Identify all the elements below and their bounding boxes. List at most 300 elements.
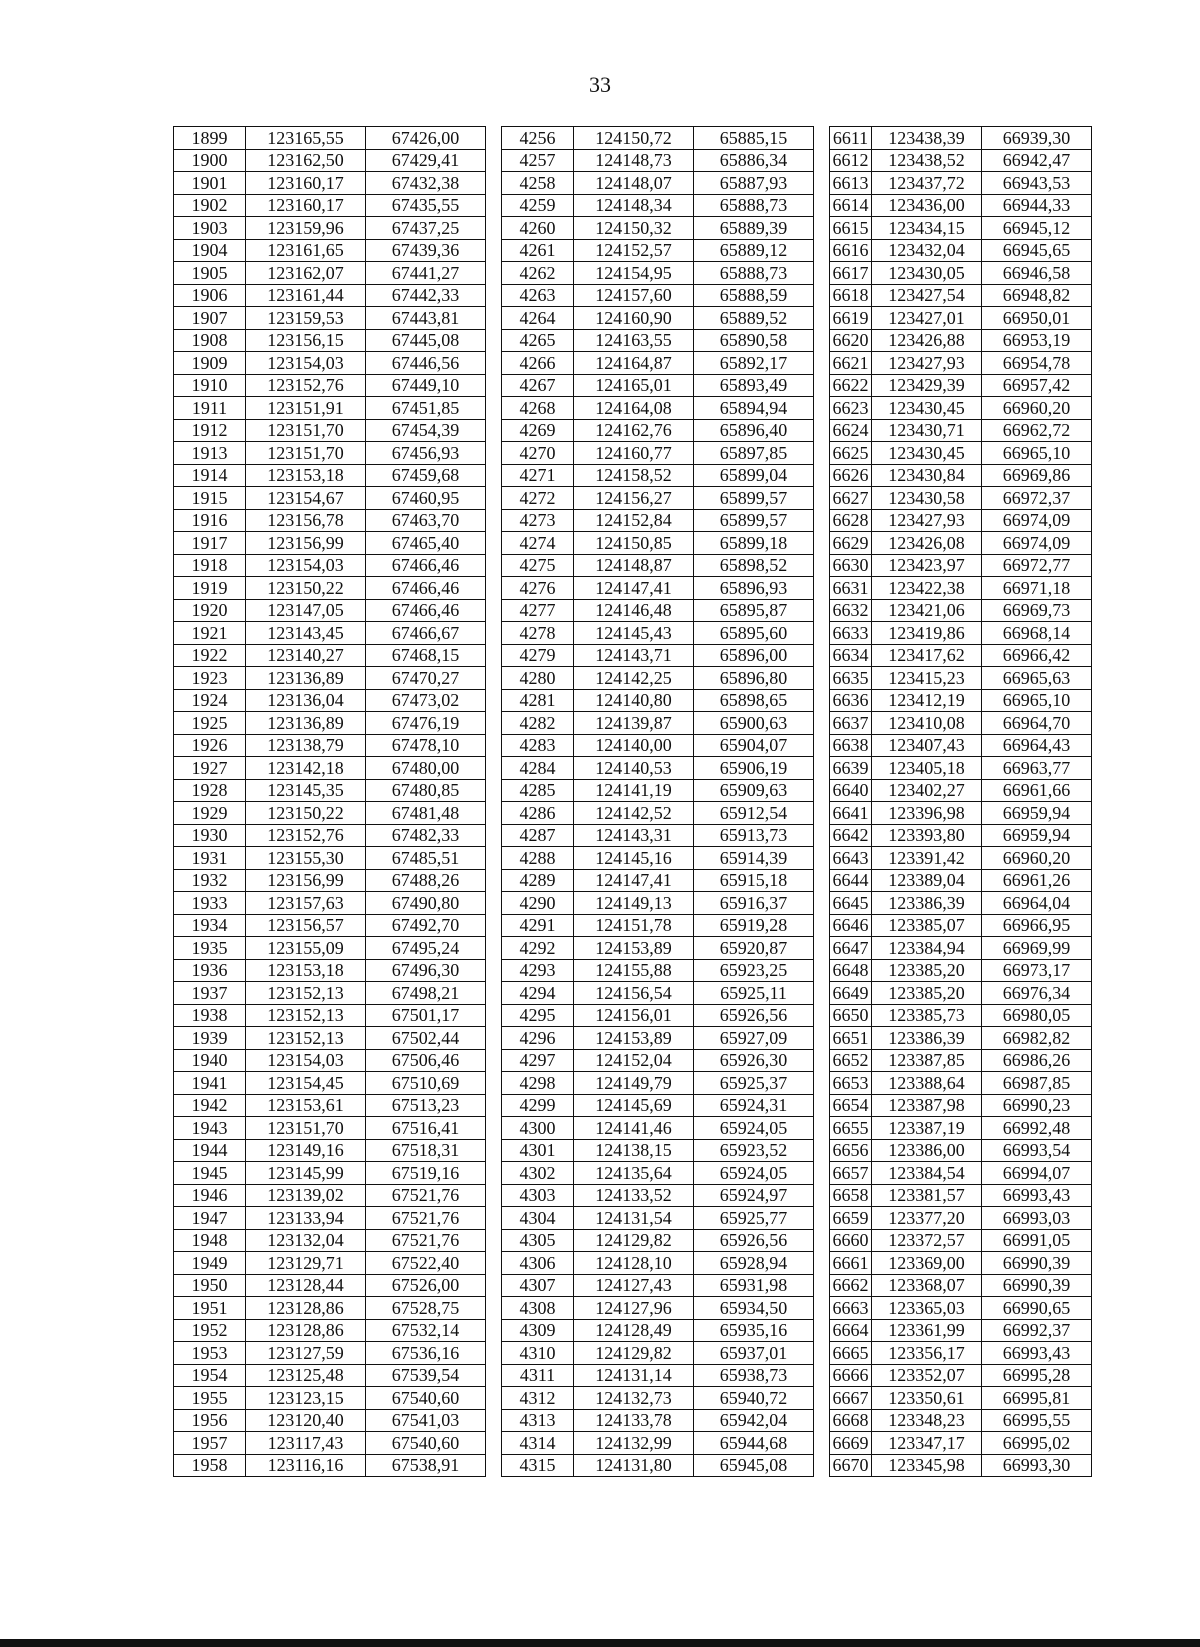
table-cell-y-coordinate: 65904,07 (694, 734, 814, 757)
table-cell-point-number: 1934 (174, 914, 246, 937)
table-cell-y-coordinate: 65925,77 (694, 1207, 814, 1230)
table-cell-x-coordinate: 124152,04 (574, 1049, 694, 1072)
table-cell-y-coordinate: 67485,51 (366, 847, 486, 870)
table-row (174, 982, 1092, 1005)
table-cell-y-coordinate: 66994,07 (982, 1162, 1092, 1185)
table-cell-point-number: 4287 (502, 824, 574, 847)
table-cell-x-coordinate: 123429,39 (872, 374, 982, 397)
column-separator (814, 397, 830, 420)
column-separator (814, 127, 830, 150)
table-row (174, 1184, 1092, 1207)
table-cell-point-number: 6663 (830, 1297, 872, 1320)
table-cell-point-number: 6666 (830, 1364, 872, 1387)
column-separator (814, 1274, 830, 1297)
table-cell-x-coordinate: 123156,78 (246, 509, 366, 532)
table-cell-y-coordinate: 67465,40 (366, 532, 486, 555)
table-row (174, 307, 1092, 330)
table-cell-point-number: 6659 (830, 1207, 872, 1230)
table-cell-y-coordinate: 66991,05 (982, 1229, 1092, 1252)
table-cell-point-number: 4259 (502, 194, 574, 217)
table-cell-y-coordinate: 65889,39 (694, 217, 814, 240)
table-cell-y-coordinate: 66995,55 (982, 1409, 1092, 1432)
table-cell-point-number: 6621 (830, 352, 872, 375)
column-separator (486, 1184, 502, 1207)
table-cell-y-coordinate: 66954,78 (982, 352, 1092, 375)
table-cell-point-number: 1917 (174, 532, 246, 555)
table-cell-x-coordinate: 124140,00 (574, 734, 694, 757)
table-cell-point-number: 1900 (174, 149, 246, 172)
table-row (174, 532, 1092, 555)
table-cell-y-coordinate: 66965,63 (982, 667, 1092, 690)
table-cell-y-coordinate: 66942,47 (982, 149, 1092, 172)
table-row (174, 284, 1092, 307)
table-cell-point-number: 6667 (830, 1387, 872, 1410)
table-cell-y-coordinate: 65915,18 (694, 869, 814, 892)
table-cell-y-coordinate: 65923,52 (694, 1139, 814, 1162)
column-separator (486, 1094, 502, 1117)
table-cell-point-number: 1903 (174, 217, 246, 240)
table-row (174, 1162, 1092, 1185)
table-cell-point-number: 1904 (174, 239, 246, 262)
table-cell-x-coordinate: 124150,32 (574, 217, 694, 240)
table-cell-point-number: 4284 (502, 757, 574, 780)
table-cell-x-coordinate: 123136,89 (246, 667, 366, 690)
table-cell-x-coordinate: 123154,03 (246, 352, 366, 375)
table-cell-x-coordinate: 123162,07 (246, 262, 366, 285)
column-separator (814, 1004, 830, 1027)
column-separator (814, 1387, 830, 1410)
column-separator (486, 1297, 502, 1320)
table-cell-point-number: 6613 (830, 172, 872, 195)
table-cell-x-coordinate: 124148,73 (574, 149, 694, 172)
table-cell-point-number: 6615 (830, 217, 872, 240)
table-cell-x-coordinate: 123116,16 (246, 1454, 366, 1477)
table-cell-point-number: 4295 (502, 1004, 574, 1027)
table-cell-y-coordinate: 65916,37 (694, 892, 814, 915)
table-cell-point-number: 1908 (174, 329, 246, 352)
table-cell-y-coordinate: 67496,30 (366, 959, 486, 982)
column-separator (814, 554, 830, 577)
column-separator (486, 734, 502, 757)
table-cell-x-coordinate: 124142,52 (574, 802, 694, 825)
table-row (174, 419, 1092, 442)
column-separator (814, 1342, 830, 1365)
column-separator (814, 847, 830, 870)
table-cell-x-coordinate: 123405,18 (872, 757, 982, 780)
table-cell-point-number: 6629 (830, 532, 872, 555)
table-cell-x-coordinate: 123385,20 (872, 959, 982, 982)
table-cell-point-number: 1913 (174, 442, 246, 465)
table-cell-x-coordinate: 123159,53 (246, 307, 366, 330)
table-cell-y-coordinate: 65896,00 (694, 644, 814, 667)
table-cell-x-coordinate: 124164,08 (574, 397, 694, 420)
table-cell-x-coordinate: 123365,03 (872, 1297, 982, 1320)
table-cell-x-coordinate: 123434,15 (872, 217, 982, 240)
table-cell-y-coordinate: 65924,31 (694, 1094, 814, 1117)
table-cell-point-number: 4257 (502, 149, 574, 172)
table-cell-y-coordinate: 67441,27 (366, 262, 486, 285)
table-cell-x-coordinate: 124127,43 (574, 1274, 694, 1297)
table-cell-point-number: 1933 (174, 892, 246, 915)
table-row (174, 217, 1092, 240)
column-separator (814, 464, 830, 487)
table-row (174, 1229, 1092, 1252)
table-cell-y-coordinate: 66960,20 (982, 847, 1092, 870)
table-cell-point-number: 6639 (830, 757, 872, 780)
table-cell-point-number: 1922 (174, 644, 246, 667)
table-cell-x-coordinate: 123412,19 (872, 689, 982, 712)
table-cell-x-coordinate: 123128,86 (246, 1297, 366, 1320)
table-cell-x-coordinate: 123139,02 (246, 1184, 366, 1207)
table-cell-point-number: 4305 (502, 1229, 574, 1252)
table-cell-y-coordinate: 66968,14 (982, 622, 1092, 645)
table-cell-point-number: 4312 (502, 1387, 574, 1410)
table-row (174, 892, 1092, 915)
table-row (174, 1432, 1092, 1455)
table-cell-y-coordinate: 65912,54 (694, 802, 814, 825)
column-separator (486, 1072, 502, 1095)
table-cell-x-coordinate: 123165,55 (246, 127, 366, 150)
table-row (174, 239, 1092, 262)
table-cell-y-coordinate: 65893,49 (694, 374, 814, 397)
column-separator (814, 532, 830, 555)
table-cell-point-number: 6648 (830, 959, 872, 982)
table-cell-x-coordinate: 124145,43 (574, 622, 694, 645)
table-cell-point-number: 4258 (502, 172, 574, 195)
table-cell-point-number: 4263 (502, 284, 574, 307)
table-cell-y-coordinate: 67480,00 (366, 757, 486, 780)
table-cell-x-coordinate: 123160,17 (246, 172, 366, 195)
table-cell-y-coordinate: 67466,67 (366, 622, 486, 645)
table-cell-y-coordinate: 65934,50 (694, 1297, 814, 1320)
table-cell-x-coordinate: 123381,57 (872, 1184, 982, 1207)
table-cell-point-number: 6634 (830, 644, 872, 667)
table-cell-x-coordinate: 124135,64 (574, 1162, 694, 1185)
column-separator (814, 262, 830, 285)
column-separator (486, 419, 502, 442)
column-separator (486, 532, 502, 555)
table-body (174, 127, 1092, 1477)
column-separator (814, 149, 830, 172)
table-cell-y-coordinate: 66961,66 (982, 779, 1092, 802)
table-cell-x-coordinate: 123129,71 (246, 1252, 366, 1275)
table-cell-x-coordinate: 123438,39 (872, 127, 982, 150)
table-row (174, 1139, 1092, 1162)
table-cell-y-coordinate: 66990,39 (982, 1274, 1092, 1297)
column-separator (486, 554, 502, 577)
table-cell-x-coordinate: 124133,52 (574, 1184, 694, 1207)
table-cell-y-coordinate: 66990,23 (982, 1094, 1092, 1117)
column-separator (814, 1117, 830, 1140)
table-cell-point-number: 4278 (502, 622, 574, 645)
table-cell-point-number: 1927 (174, 757, 246, 780)
table-cell-x-coordinate: 124129,82 (574, 1342, 694, 1365)
table-cell-x-coordinate: 124131,14 (574, 1364, 694, 1387)
column-separator (486, 127, 502, 150)
table-cell-point-number: 6660 (830, 1229, 872, 1252)
table-cell-x-coordinate: 124149,13 (574, 892, 694, 915)
table-cell-y-coordinate: 66946,58 (982, 262, 1092, 285)
table-cell-point-number: 6624 (830, 419, 872, 442)
column-separator (486, 1004, 502, 1027)
table-cell-x-coordinate: 123156,99 (246, 532, 366, 555)
table-cell-y-coordinate: 67541,03 (366, 1409, 486, 1432)
table-cell-point-number: 1937 (174, 982, 246, 1005)
column-separator (814, 892, 830, 915)
table-cell-y-coordinate: 67454,39 (366, 419, 486, 442)
table-cell-x-coordinate: 123150,22 (246, 577, 366, 600)
column-separator (486, 397, 502, 420)
table-cell-x-coordinate: 123147,05 (246, 599, 366, 622)
table-cell-point-number: 1910 (174, 374, 246, 397)
column-separator (814, 487, 830, 510)
table-cell-y-coordinate: 65913,73 (694, 824, 814, 847)
table-cell-x-coordinate: 123152,76 (246, 374, 366, 397)
table-cell-point-number: 1925 (174, 712, 246, 735)
table-row (174, 1297, 1092, 1320)
table-cell-point-number: 4276 (502, 577, 574, 600)
table-cell-x-coordinate: 123120,40 (246, 1409, 366, 1432)
column-separator (486, 757, 502, 780)
table-cell-y-coordinate: 67498,21 (366, 982, 486, 1005)
table-cell-y-coordinate: 65890,58 (694, 329, 814, 352)
table-cell-x-coordinate: 124131,54 (574, 1207, 694, 1230)
table-cell-y-coordinate: 67540,60 (366, 1432, 486, 1455)
table-cell-y-coordinate: 65906,19 (694, 757, 814, 780)
table-cell-y-coordinate: 67506,46 (366, 1049, 486, 1072)
table-cell-point-number: 4268 (502, 397, 574, 420)
table-cell-y-coordinate: 66945,65 (982, 239, 1092, 262)
table-cell-y-coordinate: 65885,15 (694, 127, 814, 150)
table-cell-x-coordinate: 123154,03 (246, 1049, 366, 1072)
column-separator (814, 307, 830, 330)
table-cell-y-coordinate: 65935,16 (694, 1319, 814, 1342)
table-cell-y-coordinate: 66995,81 (982, 1387, 1092, 1410)
table-cell-x-coordinate: 124156,54 (574, 982, 694, 1005)
table-cell-point-number: 6617 (830, 262, 872, 285)
table-cell-point-number: 4270 (502, 442, 574, 465)
table-cell-y-coordinate: 65899,18 (694, 532, 814, 555)
table-cell-x-coordinate: 123427,93 (872, 352, 982, 375)
table-cell-y-coordinate: 66945,12 (982, 217, 1092, 240)
table-cell-y-coordinate: 67466,46 (366, 599, 486, 622)
table-cell-x-coordinate: 123437,72 (872, 172, 982, 195)
table-cell-x-coordinate: 124147,41 (574, 869, 694, 892)
table-cell-y-coordinate: 65923,25 (694, 959, 814, 982)
table-cell-y-coordinate: 67459,68 (366, 464, 486, 487)
table-cell-point-number: 4283 (502, 734, 574, 757)
table-row (174, 937, 1092, 960)
table-row (174, 172, 1092, 195)
table-row (174, 734, 1092, 757)
table-cell-point-number: 4298 (502, 1072, 574, 1095)
table-cell-point-number: 6661 (830, 1252, 872, 1275)
table-cell-point-number: 1914 (174, 464, 246, 487)
table-cell-y-coordinate: 67435,55 (366, 194, 486, 217)
table-cell-x-coordinate: 124127,96 (574, 1297, 694, 1320)
table-cell-x-coordinate: 123156,57 (246, 914, 366, 937)
table-cell-y-coordinate: 66993,43 (982, 1184, 1092, 1207)
table-cell-point-number: 4264 (502, 307, 574, 330)
table-row (174, 149, 1092, 172)
table-cell-x-coordinate: 124141,19 (574, 779, 694, 802)
table-cell-x-coordinate: 124141,46 (574, 1117, 694, 1140)
table-cell-x-coordinate: 124153,89 (574, 937, 694, 960)
column-separator (486, 667, 502, 690)
table-cell-point-number: 6657 (830, 1162, 872, 1185)
table-cell-x-coordinate: 123430,84 (872, 464, 982, 487)
table-cell-point-number: 6641 (830, 802, 872, 825)
table-cell-x-coordinate: 124142,25 (574, 667, 694, 690)
table-cell-point-number: 1906 (174, 284, 246, 307)
table-cell-x-coordinate: 123417,62 (872, 644, 982, 667)
table-cell-point-number: 6636 (830, 689, 872, 712)
table-cell-y-coordinate: 67513,23 (366, 1094, 486, 1117)
table-cell-x-coordinate: 123377,20 (872, 1207, 982, 1230)
table-cell-x-coordinate: 123385,07 (872, 914, 982, 937)
table-cell-point-number: 1944 (174, 1139, 246, 1162)
table-row (174, 442, 1092, 465)
table-cell-x-coordinate: 123436,00 (872, 194, 982, 217)
table-cell-x-coordinate: 123426,08 (872, 532, 982, 555)
table-cell-y-coordinate: 65924,05 (694, 1117, 814, 1140)
table-cell-y-coordinate: 67468,15 (366, 644, 486, 667)
table-cell-point-number: 4285 (502, 779, 574, 802)
column-separator (814, 419, 830, 442)
table-cell-x-coordinate: 123152,13 (246, 1004, 366, 1027)
table-cell-y-coordinate: 66972,37 (982, 487, 1092, 510)
column-separator (486, 1229, 502, 1252)
table-cell-x-coordinate: 124133,78 (574, 1409, 694, 1432)
table-cell-x-coordinate: 123352,07 (872, 1364, 982, 1387)
table-cell-y-coordinate: 66948,82 (982, 284, 1092, 307)
table-cell-y-coordinate: 66990,39 (982, 1252, 1092, 1275)
table-cell-x-coordinate: 123138,79 (246, 734, 366, 757)
table-row (174, 509, 1092, 532)
table-cell-y-coordinate: 67480,85 (366, 779, 486, 802)
table-cell-point-number: 4288 (502, 847, 574, 870)
table-cell-point-number: 6668 (830, 1409, 872, 1432)
table-cell-point-number: 1941 (174, 1072, 246, 1095)
table-row (174, 1409, 1092, 1432)
table-cell-point-number: 1919 (174, 577, 246, 600)
table-cell-y-coordinate: 67521,76 (366, 1229, 486, 1252)
table-cell-point-number: 1909 (174, 352, 246, 375)
table-cell-point-number: 1955 (174, 1387, 246, 1410)
table-row (174, 757, 1092, 780)
table-row (174, 329, 1092, 352)
table-cell-x-coordinate: 123161,44 (246, 284, 366, 307)
column-separator (486, 599, 502, 622)
table-cell-point-number: 4275 (502, 554, 574, 577)
table-row (174, 644, 1092, 667)
table-cell-x-coordinate: 124157,60 (574, 284, 694, 307)
table-cell-point-number: 6664 (830, 1319, 872, 1342)
column-separator (486, 1342, 502, 1365)
table-cell-y-coordinate: 67451,85 (366, 397, 486, 420)
column-separator (814, 374, 830, 397)
column-separator (486, 644, 502, 667)
table-cell-y-coordinate: 65898,65 (694, 689, 814, 712)
table-cell-y-coordinate: 65926,56 (694, 1229, 814, 1252)
column-separator (814, 869, 830, 892)
table-cell-x-coordinate: 124148,34 (574, 194, 694, 217)
table-cell-y-coordinate: 66959,94 (982, 802, 1092, 825)
table-cell-x-coordinate: 123427,54 (872, 284, 982, 307)
coordinates-table (173, 126, 1092, 1477)
table-cell-y-coordinate: 66957,42 (982, 374, 1092, 397)
column-separator (486, 1454, 502, 1477)
column-separator (814, 757, 830, 780)
table-cell-point-number: 4289 (502, 869, 574, 892)
table-cell-x-coordinate: 123140,27 (246, 644, 366, 667)
table-cell-x-coordinate: 124131,80 (574, 1454, 694, 1477)
table-cell-point-number: 1952 (174, 1319, 246, 1342)
column-separator (814, 509, 830, 532)
table-row (174, 779, 1092, 802)
table-cell-y-coordinate: 66944,33 (982, 194, 1092, 217)
table-cell-y-coordinate: 65924,05 (694, 1162, 814, 1185)
table-cell-x-coordinate: 123345,98 (872, 1454, 982, 1477)
table-cell-y-coordinate: 65898,52 (694, 554, 814, 577)
table-cell-point-number: 4302 (502, 1162, 574, 1185)
table-cell-x-coordinate: 123136,04 (246, 689, 366, 712)
table-cell-point-number: 1905 (174, 262, 246, 285)
table-cell-y-coordinate: 66953,19 (982, 329, 1092, 352)
table-cell-x-coordinate: 123385,20 (872, 982, 982, 1005)
table-cell-y-coordinate: 67518,31 (366, 1139, 486, 1162)
table-cell-x-coordinate: 123391,42 (872, 847, 982, 870)
table-cell-y-coordinate: 67528,75 (366, 1297, 486, 1320)
column-separator (486, 914, 502, 937)
table-cell-y-coordinate: 67536,16 (366, 1342, 486, 1365)
table-cell-x-coordinate: 123156,99 (246, 869, 366, 892)
table-cell-y-coordinate: 67519,16 (366, 1162, 486, 1185)
table-cell-x-coordinate: 124147,41 (574, 577, 694, 600)
table-cell-point-number: 1929 (174, 802, 246, 825)
table-cell-x-coordinate: 123159,96 (246, 217, 366, 240)
table-cell-y-coordinate: 67521,76 (366, 1184, 486, 1207)
column-separator (486, 1387, 502, 1410)
table-cell-x-coordinate: 123155,30 (246, 847, 366, 870)
table-cell-y-coordinate: 67532,14 (366, 1319, 486, 1342)
column-separator (814, 1432, 830, 1455)
table-cell-x-coordinate: 123421,06 (872, 599, 982, 622)
table-cell-y-coordinate: 67476,19 (366, 712, 486, 735)
table-cell-y-coordinate: 65899,57 (694, 487, 814, 510)
table-cell-point-number: 1912 (174, 419, 246, 442)
table-cell-y-coordinate: 67442,33 (366, 284, 486, 307)
table-row (174, 374, 1092, 397)
table-cell-y-coordinate: 66993,54 (982, 1139, 1092, 1162)
table-cell-point-number: 1946 (174, 1184, 246, 1207)
table-cell-x-coordinate: 123160,17 (246, 194, 366, 217)
table-cell-point-number: 1932 (174, 869, 246, 892)
table-cell-point-number: 4311 (502, 1364, 574, 1387)
table-cell-x-coordinate: 123154,67 (246, 487, 366, 510)
column-separator (814, 689, 830, 712)
table-cell-y-coordinate: 66969,73 (982, 599, 1092, 622)
column-separator (814, 172, 830, 195)
table-cell-y-coordinate: 65927,09 (694, 1027, 814, 1050)
table-cell-y-coordinate: 65928,94 (694, 1252, 814, 1275)
table-cell-point-number: 6622 (830, 374, 872, 397)
column-separator (486, 847, 502, 870)
table-row (174, 712, 1092, 735)
column-separator (486, 689, 502, 712)
table-cell-point-number: 6658 (830, 1184, 872, 1207)
column-separator (486, 1117, 502, 1140)
